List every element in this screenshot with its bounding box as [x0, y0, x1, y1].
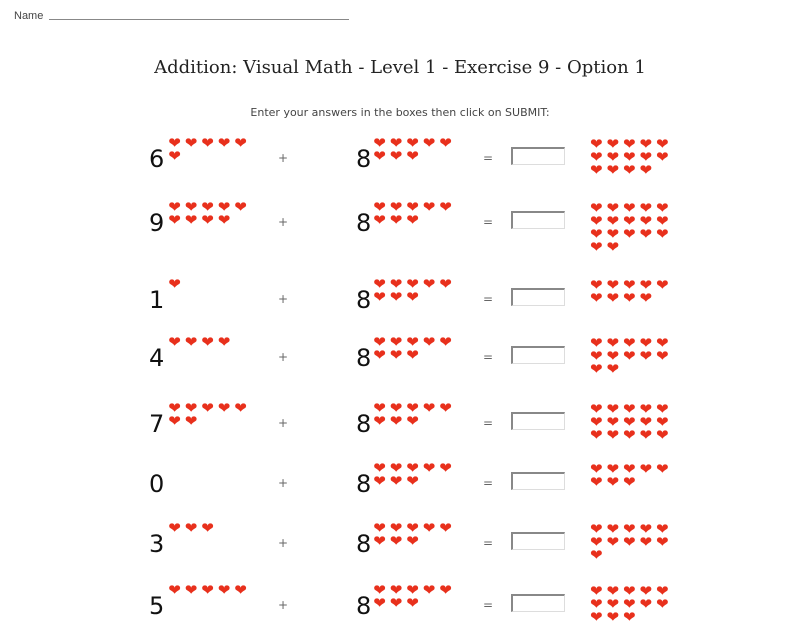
name-underline	[49, 19, 349, 20]
heart-icon: ❤	[373, 211, 386, 229]
heart-icon: ❤	[373, 519, 386, 537]
heart-icon: ❤	[373, 412, 386, 430]
problem-row	[0, 133, 800, 193]
addend-a-number: 5	[149, 592, 165, 620]
heart-icon: ❤	[406, 472, 419, 490]
heart-icon: ❤	[201, 333, 214, 351]
heart-icon: ❤	[589, 546, 603, 564]
heart-icon: ❤	[606, 135, 620, 153]
heart-icon: ❤	[655, 334, 669, 352]
heart-icon: ❤	[589, 533, 603, 551]
equals-sign: =	[483, 151, 494, 165]
heart-icon: ❤	[373, 198, 386, 216]
problem-row	[0, 332, 800, 392]
heart-icon: ❤	[217, 333, 231, 351]
addend-a-hearts	[166, 198, 249, 229]
heart-icon: ❤	[439, 519, 452, 537]
heart-icon: ❤	[639, 520, 653, 538]
heart-icon: ❤	[655, 148, 669, 166]
heart-icon: ❤	[606, 595, 620, 613]
heart-icon: ❤	[406, 399, 419, 417]
heart-icon: ❤	[589, 413, 603, 431]
heart-icon: ❤	[184, 198, 198, 216]
equals-sign: =	[483, 536, 494, 550]
heart-icon: ❤	[622, 426, 636, 444]
addend-b	[356, 458, 454, 498]
addend-a-hearts	[166, 581, 249, 599]
heart-icon: ❤	[201, 519, 214, 537]
heart-icon: ❤	[589, 360, 603, 378]
heart-icon: ❤	[606, 426, 620, 444]
heart-icon: ❤	[606, 148, 620, 166]
heart-icon: ❤	[639, 276, 653, 294]
heart-icon: ❤	[234, 581, 247, 599]
addend-b	[356, 197, 454, 237]
heart-icon: ❤	[168, 399, 181, 417]
heart-icon: ❤	[606, 289, 620, 307]
heart-icon: ❤	[589, 520, 603, 538]
heart-icon: ❤	[406, 532, 419, 550]
heart-icon: ❤	[439, 399, 452, 417]
heart-icon: ❤	[639, 426, 653, 444]
heart-icon: ❤	[589, 608, 603, 626]
addend-b-hearts	[371, 459, 454, 490]
answer-input[interactable]	[511, 472, 565, 490]
heart-icon: ❤	[589, 473, 603, 491]
heart-icon: ❤	[589, 426, 603, 444]
heart-icon: ❤	[201, 134, 214, 152]
addend-b	[356, 398, 454, 438]
heart-icon: ❤	[639, 413, 653, 431]
heart-icon: ❤	[406, 412, 419, 430]
heart-icon: ❤	[406, 459, 419, 477]
heart-icon: ❤	[373, 147, 386, 165]
heart-icon: ❤	[389, 288, 403, 306]
heart-icon: ❤	[184, 333, 198, 351]
heart-icon: ❤	[406, 275, 419, 293]
plus-sign: +	[278, 416, 289, 430]
heart-icon: ❤	[373, 532, 386, 550]
heart-icon: ❤	[655, 426, 669, 444]
heart-icon: ❤	[622, 212, 636, 230]
addend-a-number: 6	[149, 145, 165, 173]
heart-icon: ❤	[168, 198, 181, 216]
heart-icon: ❤	[201, 399, 214, 417]
addend-a-number: 1	[149, 286, 165, 314]
heart-icon: ❤	[168, 134, 181, 152]
addend-a	[149, 197, 249, 237]
addend-b	[356, 274, 454, 314]
heart-icon: ❤	[622, 199, 636, 217]
addend-b	[356, 580, 454, 620]
heart-icon: ❤	[622, 533, 636, 551]
heart-icon: ❤	[373, 472, 386, 490]
addend-b-hearts	[371, 519, 454, 550]
addend-a	[149, 458, 249, 498]
sum-hearts	[588, 199, 671, 256]
addend-a	[149, 133, 249, 173]
heart-icon: ❤	[439, 581, 452, 599]
heart-icon: ❤	[589, 238, 603, 256]
problem-row	[0, 580, 800, 640]
addend-b-number: 8	[356, 470, 372, 498]
heart-icon: ❤	[373, 594, 386, 612]
heart-icon: ❤	[422, 333, 436, 351]
addend-a-hearts	[166, 519, 249, 537]
heart-icon: ❤	[606, 334, 620, 352]
heart-icon: ❤	[439, 275, 452, 293]
sum-hearts	[588, 582, 671, 626]
addend-b	[356, 518, 454, 558]
heart-icon: ❤	[184, 399, 198, 417]
heart-icon: ❤	[373, 346, 386, 364]
heart-icon: ❤	[589, 400, 603, 418]
heart-icon: ❤	[589, 199, 603, 217]
heart-icon: ❤	[589, 347, 603, 365]
heart-icon: ❤	[168, 412, 181, 430]
addend-b-number: 8	[356, 592, 372, 620]
heart-icon: ❤	[422, 459, 436, 477]
heart-icon: ❤	[622, 413, 636, 431]
heart-icon: ❤	[589, 161, 603, 179]
heart-icon: ❤	[622, 135, 636, 153]
heart-icon: ❤	[622, 276, 636, 294]
heart-icon: ❤	[622, 225, 636, 243]
heart-icon: ❤	[655, 347, 669, 365]
heart-icon: ❤	[373, 134, 386, 152]
heart-icon: ❤	[655, 460, 669, 478]
heart-icon: ❤	[389, 472, 403, 490]
heart-icon: ❤	[622, 582, 636, 600]
heart-icon: ❤	[201, 581, 214, 599]
addend-b-number: 8	[356, 209, 372, 237]
heart-icon: ❤	[622, 347, 636, 365]
addend-b-number: 8	[356, 410, 372, 438]
heart-icon: ❤	[606, 608, 620, 626]
heart-icon: ❤	[422, 275, 436, 293]
addend-a	[149, 580, 249, 620]
answer-input[interactable]	[511, 594, 565, 612]
equals-sign: =	[483, 476, 494, 490]
heart-icon: ❤	[373, 275, 386, 293]
heart-icon: ❤	[639, 199, 653, 217]
heart-icon: ❤	[422, 198, 436, 216]
addend-a-number: 3	[149, 530, 165, 558]
heart-icon: ❤	[422, 399, 436, 417]
heart-icon: ❤	[406, 346, 419, 364]
addend-b-hearts	[371, 134, 454, 165]
heart-icon: ❤	[639, 148, 653, 166]
heart-icon: ❤	[639, 533, 653, 551]
heart-icon: ❤	[622, 460, 636, 478]
heart-icon: ❤	[622, 334, 636, 352]
addend-b-hearts	[371, 581, 454, 612]
heart-icon: ❤	[217, 581, 231, 599]
answer-input[interactable]	[511, 211, 565, 229]
plus-sign: +	[278, 598, 289, 612]
equals-sign: =	[483, 215, 494, 229]
heart-icon: ❤	[389, 211, 403, 229]
sum-hearts	[588, 520, 671, 564]
heart-icon: ❤	[589, 460, 603, 478]
heart-icon: ❤	[639, 135, 653, 153]
heart-icon: ❤	[439, 134, 452, 152]
heart-icon: ❤	[622, 161, 636, 179]
sum-hearts	[588, 135, 671, 179]
addend-a-hearts	[166, 399, 249, 430]
heart-icon: ❤	[184, 581, 198, 599]
heart-icon: ❤	[389, 275, 403, 293]
heart-icon: ❤	[406, 134, 419, 152]
heart-icon: ❤	[406, 288, 419, 306]
page-title: Addition: Visual Math - Level 1 - Exercise 9 - Option 1	[154, 57, 646, 78]
name-label: Name	[14, 10, 44, 22]
heart-icon: ❤	[589, 148, 603, 166]
heart-icon: ❤	[406, 581, 419, 599]
heart-icon: ❤	[373, 399, 386, 417]
addend-b-hearts	[371, 275, 454, 306]
heart-icon: ❤	[406, 594, 419, 612]
heart-icon: ❤	[606, 238, 620, 256]
addend-a-hearts	[166, 134, 249, 165]
heart-icon: ❤	[406, 147, 419, 165]
instructions-text: Enter your answers in the boxes then click on SUBMIT:	[250, 106, 550, 119]
addend-b	[356, 332, 454, 372]
heart-icon: ❤	[639, 595, 653, 613]
heart-icon: ❤	[639, 212, 653, 230]
heart-icon: ❤	[606, 413, 620, 431]
heart-icon: ❤	[422, 519, 436, 537]
heart-icon: ❤	[589, 334, 603, 352]
answer-input[interactable]	[511, 288, 565, 306]
heart-icon: ❤	[639, 400, 653, 418]
answer-input[interactable]	[511, 532, 565, 550]
heart-icon: ❤	[606, 199, 620, 217]
heart-icon: ❤	[389, 333, 403, 351]
name-field	[14, 10, 349, 22]
heart-icon: ❤	[589, 212, 603, 230]
heart-icon: ❤	[622, 608, 636, 626]
addend-a-number: 7	[149, 410, 165, 438]
heart-icon: ❤	[606, 360, 620, 378]
addend-b-hearts	[371, 399, 454, 430]
heart-icon: ❤	[439, 333, 452, 351]
problem-row	[0, 398, 800, 458]
heart-icon: ❤	[373, 333, 386, 351]
plus-sign: +	[278, 151, 289, 165]
heart-icon: ❤	[217, 211, 231, 229]
heart-icon: ❤	[217, 399, 231, 417]
heart-icon: ❤	[622, 520, 636, 538]
equals-sign: =	[483, 598, 494, 612]
addend-b-number: 8	[356, 145, 372, 173]
answer-input[interactable]	[511, 412, 565, 430]
heart-icon: ❤	[184, 134, 198, 152]
heart-icon: ❤	[655, 595, 669, 613]
heart-icon: ❤	[168, 211, 181, 229]
heart-icon: ❤	[406, 211, 419, 229]
heart-icon: ❤	[655, 520, 669, 538]
equals-sign: =	[483, 292, 494, 306]
problem-row	[0, 274, 800, 334]
problem-row	[0, 458, 800, 518]
heart-icon: ❤	[606, 347, 620, 365]
heart-icon: ❤	[389, 412, 403, 430]
heart-icon: ❤	[606, 520, 620, 538]
heart-icon: ❤	[589, 289, 603, 307]
heart-icon: ❤	[622, 148, 636, 166]
heart-icon: ❤	[168, 333, 181, 351]
heart-icon: ❤	[655, 400, 669, 418]
sum-hearts	[588, 400, 671, 444]
equals-sign: =	[483, 416, 494, 430]
heart-icon: ❤	[389, 594, 403, 612]
heart-icon: ❤	[622, 400, 636, 418]
heart-icon: ❤	[373, 581, 386, 599]
answer-input[interactable]	[511, 147, 565, 165]
heart-icon: ❤	[606, 533, 620, 551]
plus-sign: +	[278, 476, 289, 490]
heart-icon: ❤	[201, 211, 214, 229]
addend-b	[356, 133, 454, 173]
heart-icon: ❤	[606, 460, 620, 478]
heart-icon: ❤	[639, 225, 653, 243]
addend-a	[149, 398, 249, 438]
heart-icon: ❤	[622, 289, 636, 307]
answer-input[interactable]	[511, 346, 565, 364]
heart-icon: ❤	[639, 334, 653, 352]
heart-icon: ❤	[606, 225, 620, 243]
heart-icon: ❤	[373, 288, 386, 306]
heart-icon: ❤	[389, 399, 403, 417]
heart-icon: ❤	[655, 212, 669, 230]
heart-icon: ❤	[606, 473, 620, 491]
addend-a-hearts	[166, 275, 249, 293]
heart-icon: ❤	[622, 473, 636, 491]
heart-icon: ❤	[606, 400, 620, 418]
heart-icon: ❤	[655, 276, 669, 294]
heart-icon: ❤	[606, 276, 620, 294]
heart-icon: ❤	[234, 198, 247, 216]
heart-icon: ❤	[389, 346, 403, 364]
heart-icon: ❤	[639, 582, 653, 600]
heart-icon: ❤	[606, 212, 620, 230]
heart-icon: ❤	[589, 276, 603, 294]
plus-sign: +	[278, 215, 289, 229]
addend-a	[149, 518, 249, 558]
addend-a	[149, 274, 249, 314]
heart-icon: ❤	[373, 459, 386, 477]
heart-icon: ❤	[168, 275, 181, 293]
heart-icon: ❤	[389, 134, 403, 152]
heart-icon: ❤	[655, 582, 669, 600]
addend-b-hearts	[371, 198, 454, 229]
plus-sign: +	[278, 536, 289, 550]
addend-a-number: 9	[149, 209, 165, 237]
addend-a	[149, 332, 249, 372]
plus-sign: +	[278, 350, 289, 364]
heart-icon: ❤	[589, 582, 603, 600]
equals-sign: =	[483, 350, 494, 364]
heart-icon: ❤	[439, 198, 452, 216]
heart-icon: ❤	[639, 161, 653, 179]
heart-icon: ❤	[639, 460, 653, 478]
heart-icon: ❤	[184, 412, 198, 430]
heart-icon: ❤	[655, 413, 669, 431]
heart-icon: ❤	[439, 459, 452, 477]
heart-icon: ❤	[589, 595, 603, 613]
sum-hearts	[588, 460, 671, 491]
heart-icon: ❤	[589, 225, 603, 243]
heart-icon: ❤	[389, 581, 403, 599]
heart-icon: ❤	[655, 533, 669, 551]
heart-icon: ❤	[389, 198, 403, 216]
addend-b-number: 8	[356, 286, 372, 314]
addend-a-number: 0	[149, 470, 165, 498]
heart-icon: ❤	[406, 198, 419, 216]
heart-icon: ❤	[168, 147, 181, 165]
addend-b-number: 8	[356, 344, 372, 372]
heart-icon: ❤	[622, 595, 636, 613]
addend-b-hearts	[371, 333, 454, 364]
sum-hearts	[588, 276, 671, 307]
heart-icon: ❤	[234, 134, 247, 152]
heart-icon: ❤	[655, 225, 669, 243]
heart-icon: ❤	[422, 581, 436, 599]
heart-icon: ❤	[184, 211, 198, 229]
heart-icon: ❤	[217, 134, 231, 152]
heart-icon: ❤	[639, 289, 653, 307]
heart-icon: ❤	[184, 519, 198, 537]
heart-icon: ❤	[168, 519, 181, 537]
heart-icon: ❤	[639, 347, 653, 365]
heart-icon: ❤	[217, 198, 231, 216]
heart-icon: ❤	[168, 581, 181, 599]
heart-icon: ❤	[589, 135, 603, 153]
addend-b-number: 8	[356, 530, 372, 558]
heart-icon: ❤	[389, 532, 403, 550]
sum-hearts	[588, 334, 671, 378]
heart-icon: ❤	[406, 519, 419, 537]
heart-icon: ❤	[606, 582, 620, 600]
heart-icon: ❤	[406, 333, 419, 351]
heart-icon: ❤	[655, 135, 669, 153]
problem-row	[0, 518, 800, 578]
heart-icon: ❤	[606, 161, 620, 179]
addend-a-number: 4	[149, 344, 165, 372]
plus-sign: +	[278, 292, 289, 306]
addend-a-hearts	[166, 333, 249, 351]
heart-icon: ❤	[655, 199, 669, 217]
heart-icon: ❤	[201, 198, 214, 216]
heart-icon: ❤	[422, 134, 436, 152]
heart-icon: ❤	[389, 459, 403, 477]
heart-icon: ❤	[234, 399, 247, 417]
heart-icon: ❤	[389, 519, 403, 537]
heart-icon: ❤	[389, 147, 403, 165]
problem-row	[0, 197, 800, 257]
